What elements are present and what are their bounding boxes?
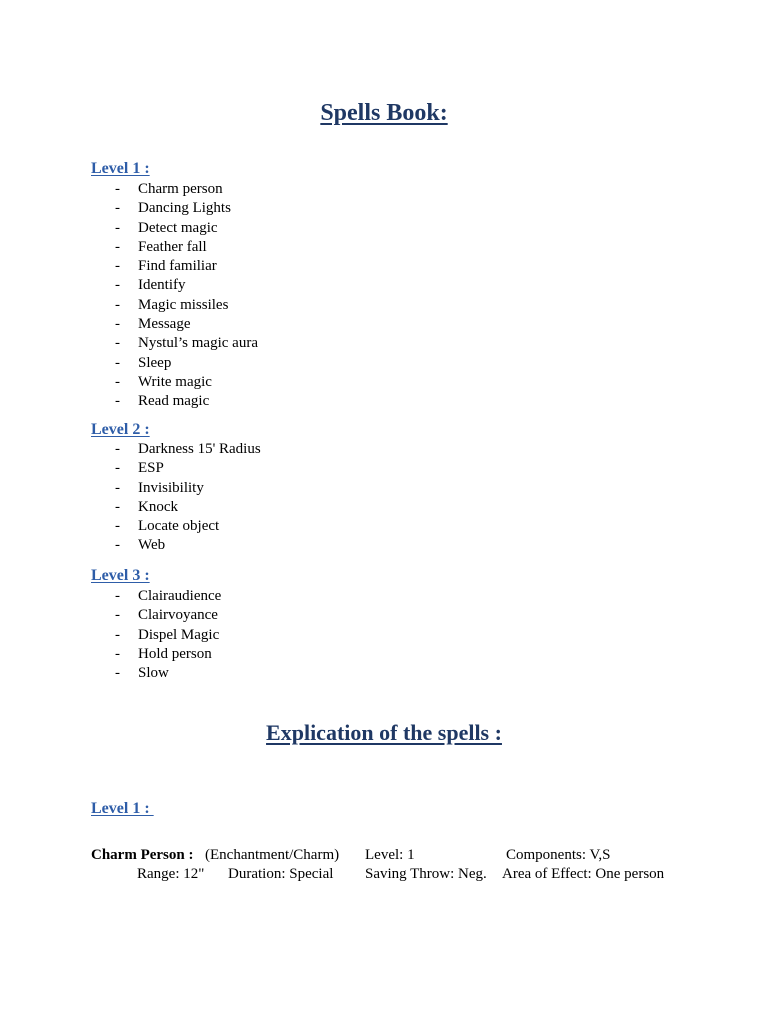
spell-name: Dispel Magic <box>138 626 220 643</box>
list-bullet: - <box>115 373 120 390</box>
level-3-heading: Level 3 : <box>91 567 150 584</box>
list-bullet: - <box>115 460 120 477</box>
spell-name: Knock <box>138 498 178 515</box>
spell-name: Clairvoyance <box>138 607 218 624</box>
list-bullet: - <box>115 219 120 236</box>
spell-saving-throw: Saving Throw: Neg. <box>365 866 487 882</box>
spell-name: Message <box>138 316 191 333</box>
spell-name: Locate object <box>138 518 220 535</box>
page-title: Spells Book: <box>320 100 448 126</box>
spell-name: Web <box>138 537 166 554</box>
list-bullet: - <box>115 645 120 662</box>
explication-title: Explication of the spells : <box>266 720 502 745</box>
list-bullet: - <box>115 354 120 371</box>
spell-name: Charm person <box>138 181 223 197</box>
list-bullet: - <box>115 588 120 604</box>
list-bullet: - <box>115 607 120 624</box>
spell-name-label: Charm Person : <box>91 847 194 863</box>
level-1-heading: Level 1 : <box>91 160 150 177</box>
spell-range: Range: 12" <box>137 866 205 882</box>
spell-level: Level: 1 <box>365 847 415 863</box>
list-bullet: - <box>115 626 120 643</box>
spell-area-of-effect: Area of Effect: One person <box>502 866 665 882</box>
list-bullet: - <box>115 518 120 535</box>
spell-name: Dancing Lights <box>138 200 231 217</box>
spell-name: Feather fall <box>138 238 207 255</box>
explication-level-1-heading: Level 1 : <box>91 800 154 817</box>
spell-name: Magic missiles <box>138 296 229 313</box>
list-bullet: - <box>115 296 120 313</box>
spell-name: Clairaudience <box>138 588 222 604</box>
spell-name: Detect magic <box>138 219 218 236</box>
list-bullet: - <box>115 537 120 554</box>
list-bullet: - <box>115 498 120 515</box>
spell-name: Write magic <box>138 373 212 390</box>
list-bullet: - <box>115 258 120 275</box>
level-2-heading: Level 2 : <box>91 421 150 438</box>
list-bullet: - <box>115 277 120 294</box>
list-bullet: - <box>115 335 120 352</box>
spell-name: Slow <box>138 665 169 682</box>
list-bullet: - <box>115 238 120 255</box>
list-bullet: - <box>115 479 120 496</box>
list-bullet: - <box>115 181 120 197</box>
list-bullet: - <box>115 665 120 682</box>
list-bullet: - <box>115 200 120 217</box>
spell-name: Nystul’s magic aura <box>138 335 258 352</box>
list-bullet: - <box>115 441 120 457</box>
spell-name: ESP <box>138 460 164 477</box>
spell-name: Find familiar <box>138 258 217 275</box>
spell-name: Darkness 15' Radius <box>138 441 261 457</box>
spell-school: (Enchantment/Charm) <box>205 847 340 863</box>
spell-name: Hold person <box>138 645 212 662</box>
spell-name: Identify <box>138 277 186 294</box>
list-bullet: - <box>115 316 120 333</box>
spell-components: Components: V,S <box>506 847 611 863</box>
spell-name: Sleep <box>138 354 172 371</box>
list-bullet: - <box>115 393 120 410</box>
spell-duration: Duration: Special <box>228 866 334 882</box>
spell-name: Read magic <box>138 393 210 410</box>
spell-name: Invisibility <box>138 479 204 496</box>
